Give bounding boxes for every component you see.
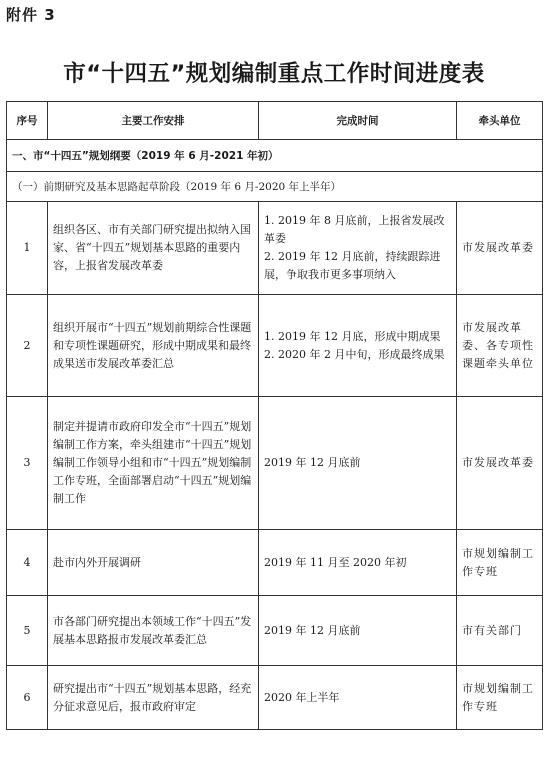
header-seq: 序号 — [7, 102, 48, 140]
document-title: 市“十四五”规划编制重点工作时间进度表 — [63, 61, 485, 87]
deadline-line: 2019 年 12 月底前 — [264, 456, 361, 469]
deadline-line: 1. 2019 年 8 月底前，上报省发展改革委 — [264, 214, 445, 245]
table-row — [7, 666, 543, 730]
deadline-line: 2. 2019 年 12 月底前，持续跟踪进展，争取我市更多事项纳入 — [264, 250, 441, 281]
row-seq: 2 — [7, 295, 48, 397]
table-row — [7, 397, 543, 530]
section-row — [7, 140, 543, 172]
table-row — [7, 596, 543, 666]
row-deadline — [259, 530, 457, 596]
deadline-line: 2019 年 12 月底前 — [264, 623, 361, 637]
row-seq: 4 — [7, 530, 48, 596]
row-owner: 市规划编制工作专班 — [457, 666, 543, 730]
row-task: 研究提出市“十四五”规划基本思路，经充分征求意见后，报市政府审定 — [48, 666, 259, 730]
table-header-row — [7, 102, 543, 140]
row-seq: 6 — [7, 666, 48, 730]
header-deadline: 完成时间 — [259, 102, 457, 140]
attachment-label: 附件 3 — [6, 6, 56, 24]
row-seq: 5 — [7, 596, 48, 666]
header-owner: 牵头单位 — [457, 102, 543, 140]
row-deadline — [259, 397, 457, 530]
row-owner: 市规划编制工作专班 — [457, 530, 543, 596]
deadline-line: 2020 年上半年 — [264, 690, 340, 704]
deadline-line: 2. 2020 年 2 月中旬，形成最终成果 — [264, 347, 445, 361]
table-row — [7, 202, 543, 295]
row-seq: 1 — [7, 202, 48, 295]
deadline-line: 2019 年 11 月至 2020 年初 — [264, 555, 407, 569]
subsection-row — [7, 172, 543, 202]
row-owner: 市发展改革委 — [457, 202, 543, 295]
row-owner: 市发展改革委、各专项性课题牵头单位 — [457, 295, 543, 397]
header-task: 主要工作安排 — [48, 102, 259, 140]
deadline-line: 1. 2019 年 12 月底，形成中期成果 — [264, 329, 441, 343]
row-owner: 市有关部门 — [457, 596, 543, 666]
schedule-table — [6, 101, 543, 730]
table-row — [7, 530, 543, 596]
row-task: 市各部门研究提出本领域工作“十四五”发展基本思路报市发展改革委汇总 — [48, 596, 259, 666]
table-row — [7, 295, 543, 397]
row-deadline — [259, 295, 457, 397]
section-title: 一、市“十四五”规划纲要（2019 年 6 月-2021 年初） — [7, 140, 543, 172]
row-deadline — [259, 596, 457, 666]
row-task: 组织开展市“十四五”规划前期综合性课题和专项性课题研究，形成中期成果和最终成果送市发展改革委汇总 — [48, 295, 259, 397]
row-owner: 市发展改革委 — [457, 397, 543, 530]
row-task: 组织各区、市有关部门研究提出拟纳入国家、省“十四五”规划基本思路的重要内容，上报省发展改革委 — [48, 202, 259, 295]
subsection-title: （一）前期研究及基本思路起草阶段（2019 年 6 月-2020 年上半年） — [7, 172, 543, 202]
row-task: 赴市内外开展调研 — [48, 530, 259, 596]
row-task: 制定并提请市政府印发全市“十四五”规划编制工作方案，牵头组建市“十四五”规划编制工作领导小组和市“十四五”规划编制工作专班，全面部署启动“十四五”规划编制工作 — [48, 397, 259, 530]
row-deadline — [259, 202, 457, 295]
row-seq: 3 — [7, 397, 48, 530]
row-deadline — [259, 666, 457, 730]
